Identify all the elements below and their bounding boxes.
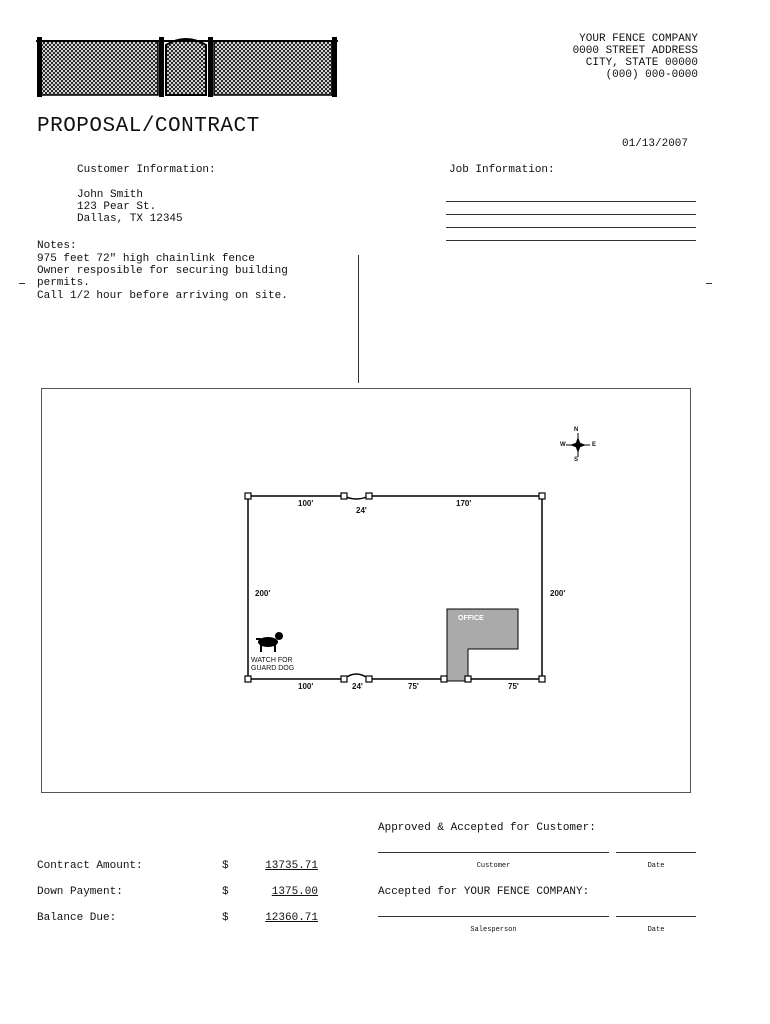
margin-tick-left bbox=[19, 283, 25, 284]
salesperson-date-label: Date bbox=[647, 926, 665, 934]
measure-left: 200' bbox=[255, 589, 271, 598]
proposal-date: 01/13/2007 bbox=[622, 138, 689, 150]
compass-w: W bbox=[560, 442, 566, 448]
site-diagram bbox=[41, 388, 691, 793]
notes-line: Call 1/2 hour before arriving on site. bbox=[37, 290, 288, 302]
company-info bbox=[573, 33, 698, 81]
salesperson-date-line[interactable] bbox=[616, 916, 696, 917]
customer-name: John Smith bbox=[77, 189, 144, 201]
measure-right: 200' bbox=[550, 589, 566, 598]
dog-note: GUARD DOG bbox=[251, 665, 295, 672]
customer-street: 123 Pear St. bbox=[77, 201, 157, 213]
salesperson-signature-line[interactable] bbox=[378, 916, 609, 917]
contract-amount-label: Contract Amount: bbox=[37, 860, 143, 872]
measure-top-right: 170' bbox=[456, 499, 472, 508]
compass-n: N bbox=[574, 427, 579, 433]
down-payment-value: 1375.00 bbox=[271, 886, 318, 898]
customer-heading: Customer Information: bbox=[77, 164, 216, 176]
down-payment-label: Down Payment: bbox=[37, 886, 123, 898]
contract-amount-value: 13735.71 bbox=[265, 860, 318, 872]
currency-symbol: $ bbox=[222, 860, 229, 872]
customer-signature-line[interactable] bbox=[378, 852, 609, 853]
company-city: CITY, STATE 00000 bbox=[585, 57, 698, 69]
company-phone: (000) 000-0000 bbox=[605, 69, 698, 81]
job-line-3 bbox=[446, 227, 696, 228]
column-divider bbox=[358, 255, 359, 383]
measure-bottom-right: 75' bbox=[508, 682, 519, 691]
measure-bottom-left: 100' bbox=[298, 682, 314, 691]
job-line-4 bbox=[446, 240, 696, 241]
customer-city: Dallas, TX 12345 bbox=[77, 213, 183, 225]
notes-heading: Notes: bbox=[37, 240, 77, 252]
salesperson-signature-label: Salesperson bbox=[470, 926, 517, 934]
customer-signature-label: Customer bbox=[476, 862, 511, 870]
company-name: YOUR FENCE COMPANY bbox=[579, 33, 698, 45]
currency-symbol: $ bbox=[222, 886, 229, 898]
compass-s: S bbox=[574, 457, 579, 463]
dog-icon bbox=[256, 632, 283, 652]
customer-date-label: Date bbox=[647, 862, 665, 870]
margin-tick-right bbox=[706, 283, 712, 284]
building-label: OFFICE bbox=[458, 615, 484, 622]
balance-due-value: 12360.71 bbox=[265, 912, 318, 924]
measure-bottom-gate: 24' bbox=[352, 682, 363, 691]
currency-symbol: $ bbox=[222, 912, 229, 924]
notes-line: Owner resposible for securing building bbox=[37, 265, 288, 277]
customer-approval-heading: Approved & Accepted for Customer: bbox=[378, 822, 596, 834]
job-heading: Job Information: bbox=[449, 164, 555, 176]
notes-line: permits. bbox=[37, 277, 90, 289]
notes-line: 975 feet 72" high chainlink fence bbox=[37, 253, 255, 265]
job-line-2 bbox=[446, 214, 696, 215]
compass-e: E bbox=[592, 442, 597, 448]
dog-note: WATCH FOR bbox=[251, 657, 293, 664]
measure-bottom-mid: 75' bbox=[408, 682, 419, 691]
measure-top-gate: 24' bbox=[356, 506, 367, 515]
company-address: 0000 STREET ADDRESS bbox=[572, 45, 698, 57]
customer-date-line[interactable] bbox=[616, 852, 696, 853]
fence-logo bbox=[36, 35, 338, 97]
compass-rose-icon bbox=[566, 433, 590, 457]
company-approval-heading: Accepted for YOUR FENCE COMPANY: bbox=[378, 886, 590, 898]
job-line-1 bbox=[446, 201, 696, 202]
page-title: PROPOSAL/CONTRACT bbox=[37, 115, 260, 138]
measure-top-left: 100' bbox=[298, 499, 314, 508]
balance-due-label: Balance Due: bbox=[37, 912, 117, 924]
